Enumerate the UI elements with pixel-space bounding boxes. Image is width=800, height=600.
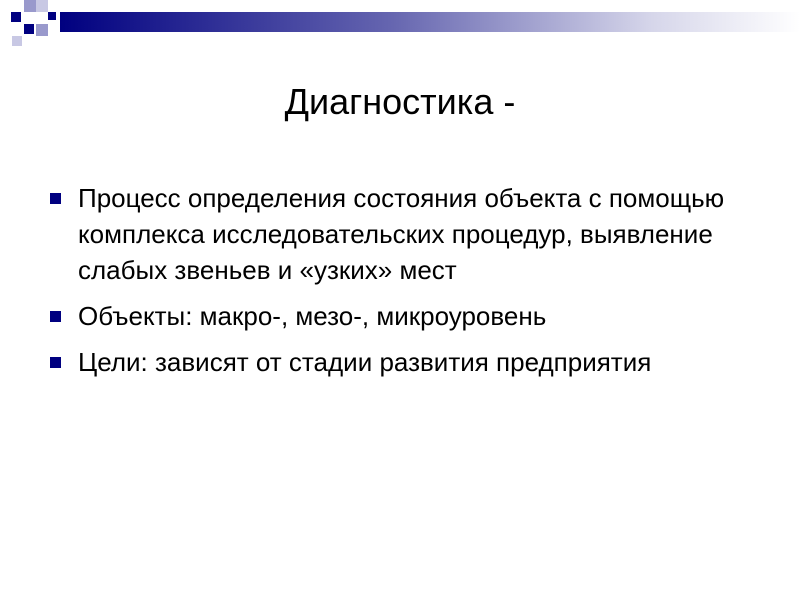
square-bullet-icon [50,357,61,368]
corner-square-light-1 [24,0,36,12]
bullet-text: Процесс определения состояния объекта с помощью комплекса исследовательских процедур, выявление слабых звеньев и «узких» мест [78,183,725,285]
corner-square-light-3 [12,36,22,46]
corner-square-navy-3 [48,12,56,20]
corner-square-light-2 [36,24,48,36]
square-bullet-icon [50,311,61,322]
corner-square-light-4 [36,0,48,12]
header-decoration [0,0,800,60]
bullet-item [48,180,728,288]
header-gradient-bar [60,12,800,32]
corner-square-navy-1 [11,12,21,22]
slide-title: Диагностика - [284,81,516,122]
bullet-item [48,298,728,334]
bullet-text: Цели: зависят от стадии развития предприятия [78,347,652,377]
bullet-item [48,344,728,380]
corner-square-navy-2 [24,24,34,34]
bullet-text: Объекты: макро-, мезо-, микроуровень [78,301,547,331]
bullet-list [48,180,728,390]
square-bullet-icon [50,193,61,204]
